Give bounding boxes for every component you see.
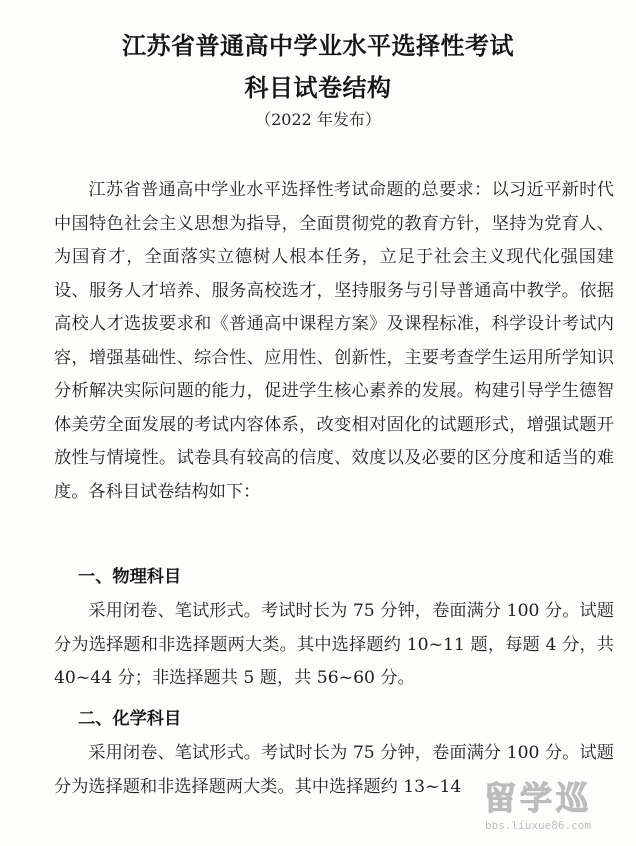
section-paragraph-chemistry: 采用闭卷、笔试形式。考试时长为 75 分钟，卷面满分 100 分。试题分为选择题和非选择题两大类。其中选择题约 13~14 — [54, 743, 614, 797]
section-heading-chemistry: 二、化学科目 — [78, 709, 182, 729]
document-subtitle: （2022 年发布） — [255, 110, 381, 129]
site-watermark — [458, 778, 618, 840]
section-paragraph-physics: 采用闭卷、笔试形式。考试时长为 75 分钟，卷面满分 100 分。试题分为选择题和非选择题两大类。其中选择题约 10~11 题，每题 4 分，共 40~44 分；非选择题共 5 题，共 56~60 分。 — [54, 601, 614, 688]
document-title-line2: 科目试卷结构 — [244, 74, 392, 102]
watermark-brand: 留学巡 — [483, 779, 592, 817]
section-heading-physics: 一、物理科目 — [78, 567, 182, 587]
intro-paragraph: 江苏省普通高中学业水平选择性考试命题的总要求：以习近平新时代中国特色社会主义思想为指导，全面贯彻党的教育方针，坚持为党育人、为国育才，全面落实立德树人根本任务，立足于社会主义现代化强国建设、服务人才培养、服务高校选才，坚持服务与引导普通高中教学。依据高校人才选拔要求和《普通高中课程方案》及课程标准，科学设计考试内容，增强基础性、综合性、应用性、创新性，主要考查学生运用所学知识分析解决实际问题的能力，促进学生核心素养的发展。构建引导学生德智体美劳全面发展的考试内容体系，改变相对固化的试题形式，增强试题开放性与情境性。试卷具有较高的信度、效度以及必要的区分度和适当的难度。各科目试卷结构如下： — [54, 180, 614, 502]
document-title-line1: 江苏省普通高中学业水平选择性考试 — [122, 32, 514, 60]
watermark-url: bbs.liuxue86.com — [485, 819, 591, 832]
